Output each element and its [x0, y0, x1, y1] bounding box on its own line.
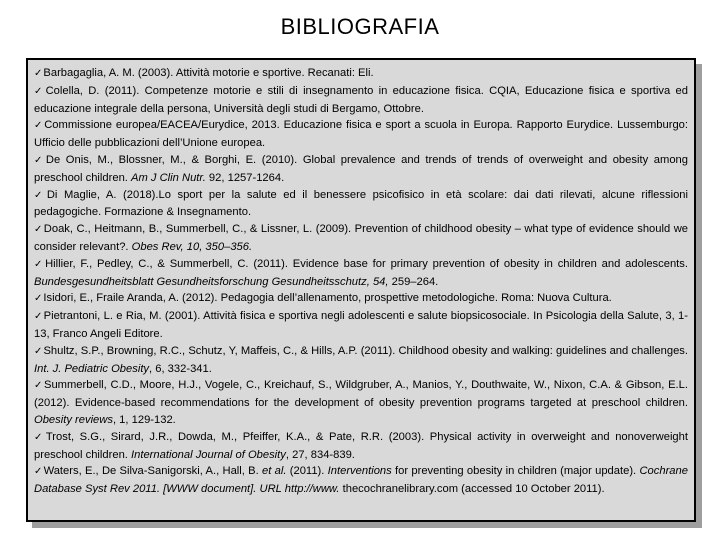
journal-name: Int. J. Pediatric Obesity — [34, 362, 150, 375]
checkmark-icon: ✓ — [34, 258, 45, 270]
bibliography-entry — [34, 117, 688, 152]
entry-text: Hillier, F., Pedley, C., & Summerbell, C. (2011). Evidence base for primary prevention of obesity in children and adolescents. — [45, 257, 688, 270]
bibliography-entry — [34, 429, 688, 464]
entry-text: Pietrantoni, L. e Ria, M. (2001). Attività fisica e sportiva negli adolescenti e salute biopsicosociale. In Psicologia della Salute, 3, 1-13, Franco Angeli Editore. — [34, 310, 688, 340]
bibliography-entry — [34, 187, 688, 222]
bibliography-entry — [34, 377, 688, 428]
journal-name: Obesity reviews — [34, 413, 113, 426]
entry-text: thecochranelibrary.com (accessed 10 October 2011). — [339, 483, 605, 496]
journal-name: International Journal of Obesity — [131, 448, 286, 461]
checkmark-icon: ✓ — [34, 154, 45, 166]
journal-name: Am J Clin Nutr. — [131, 171, 206, 184]
checkmark-icon: ✓ — [34, 380, 43, 392]
bibliography-entry — [34, 65, 688, 83]
checkmark-icon: ✓ — [34, 466, 43, 478]
bibliography-entry — [34, 256, 688, 291]
checkmark-icon: ✓ — [34, 224, 43, 236]
checkmark-icon: ✓ — [34, 120, 44, 132]
bibliography-entry — [34, 83, 688, 118]
checkmark-icon: ✓ — [34, 345, 43, 357]
entry-text: , 1, 129-132. — [112, 413, 176, 426]
entry-text: Shultz, S.P., Browning, R.C., Schutz, Y, Maffeis, C., & Hills, A.P. (2011). Childhood obesity and walking: guidelines and challenges. — [43, 344, 688, 357]
entry-text: , 6, 332-341. — [149, 362, 212, 375]
bibliography-entry — [34, 308, 688, 343]
entry-text: Doak, C., Heitmann, B., Summerbell, C., & Lissner, L. (2009). Prevention of childhood obesity – what type of evidence should we consider relevant?. — [34, 223, 688, 253]
entry-text: (2011). — [286, 465, 328, 478]
checkmark-icon: ✓ — [34, 189, 46, 201]
checkmark-icon: ✓ — [34, 431, 45, 443]
entry-text: Di Maglie, A. (2018).Lo sport per la salute ed il benessere psicofisico in età scolare: dai dati rilevati, alcune riflessioni pedagogiche. Formazione & Insegnamento. — [34, 188, 688, 219]
entry-text: Barbagaglia, A. M. (2003). Attività motorie e sportive. Recanati: Eli. — [43, 67, 374, 79]
journal-name: Obes Rev, 10, 350–356. — [131, 240, 253, 253]
page-title: BIBLIOGRAFIA — [280, 14, 440, 39]
italic-text: Interventions — [327, 465, 392, 478]
entry-text: , 27, 834-839. — [285, 448, 355, 461]
journal-name: Bundesgesundheitsblatt Gesundheitsforschung Gesundheitsschutz, 54, — [34, 275, 389, 288]
checkmark-icon: ✓ — [34, 293, 43, 305]
entry-text: Colella, D. (2011). Competenze motorie e stili di insegnamento in educazione fisica. CQIA, Educazione fisica e sportiva ed educazione integrale della persona, Università degli studi di Bergamo, Ottobre. — [34, 84, 688, 115]
italic-text: et al. — [262, 465, 287, 478]
entry-text: Summerbell, C.D., Moore, H.J., Vogele, C., Kreichauf, S., Wildgruber, A., Manios, Y., Douthwaite, W., Nixon, C.A. & Gibson, E.L. (2012). Evidence-based recommendations for the development of obesity prevention programs targeted at preschool children. — [34, 379, 688, 410]
bibliography-entry — [34, 152, 688, 187]
entry-text: Commissione europea/EACEA/Eurydice, 2013. Educazione fisica e sport a scuola in Europa. Rapporto Eurydice. Lussemburgo: Ufficio delle pubblicazioni dell’Unione europea. — [34, 119, 688, 150]
checkmark-icon: ✓ — [34, 68, 43, 79]
bibliography-entry — [34, 290, 688, 308]
entry-text: 92, 1257-1264. — [205, 171, 285, 184]
entry-text: 259–264. — [388, 275, 439, 288]
bibliography-entry — [34, 221, 688, 256]
entry-text: De Onis, M., Blossner, M., & Borghi, E. (2010). Global prevalence and trends of trends of overweight and obesity among preschool children. — [34, 153, 688, 184]
bibliography-entry — [34, 343, 688, 378]
bibliography-box — [26, 58, 696, 522]
entry-text: Waters, E., De Silva-Sanigorski, A., Hall, B. — [43, 465, 263, 478]
entry-text: Isidori, E., Fraile Aranda, A. (2012). Pedagogia dell’allenamento, prospettive metodologiche. Roma: Nuova Cultura. — [43, 292, 612, 305]
checkmark-icon: ✓ — [34, 311, 43, 323]
checkmark-icon: ✓ — [34, 85, 45, 97]
entry-text: Trost, S.G., Sirard, J.R., Dowda, M., Pfeiffer, K.A., & Pate, R.R. (2003). Physical activity in overweight and nonoverweight preschool children. — [34, 430, 688, 461]
entry-text: for preventing obesity in children (major update). — [391, 465, 640, 478]
journal-name: Cochrane Database Syst Rev 2011. [WWW document]. URL http://www. — [34, 465, 688, 496]
bibliography-entry — [34, 463, 688, 498]
